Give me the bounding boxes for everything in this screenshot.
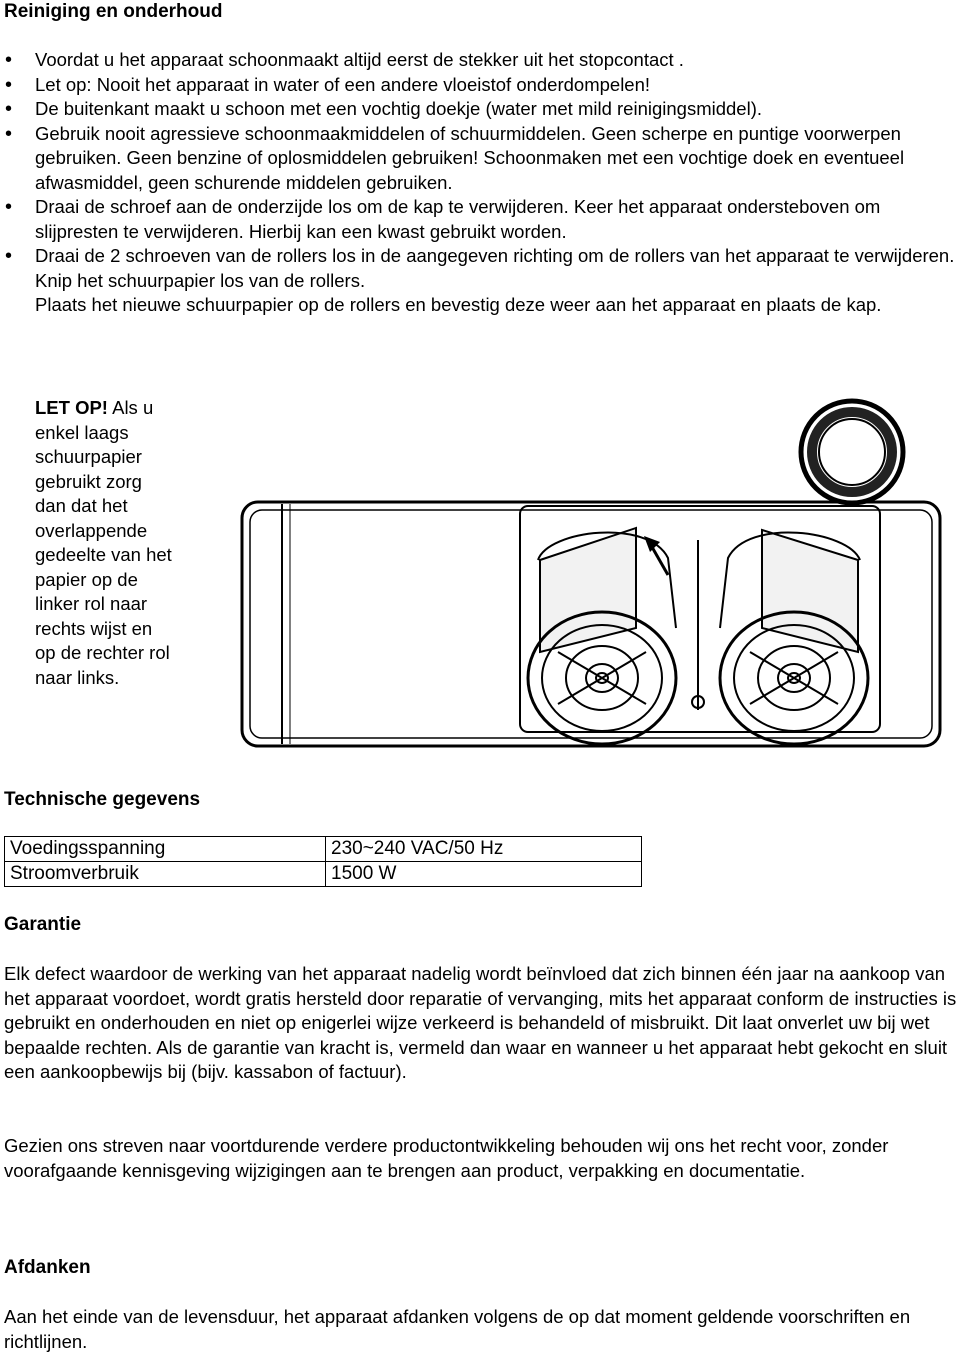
section-heading-tech: Technische gegevens [4, 789, 201, 810]
spec-value: 230~240 VAC/50 Hz [326, 837, 642, 862]
note-let-op [35, 396, 175, 690]
note-text: Als u enkel laags schuurpapier gebruikt zorg dan dat het overlappende gedeelte van het papier op de linker rol naar rechts wijst en op de rechter rol naar links. [35, 397, 172, 688]
warranty-paragraph-2: Gezien ons streven naar voortdurende verdere productontwikkeling behouden wij ons het recht voor, zonder voorafgaande kennisgeving wijzigingen aan te brengen aan product, verpakking en documentatie. [4, 1135, 889, 1181]
note-label: LET OP! [35, 397, 108, 418]
list-item: • Draai de schroef aan de onderzijde los om de kap te verwijderen. Keer het apparaat ondersteboven om slijpresten te verwijderen. Hierbij kan een kwast gebruikt worden. [0, 195, 955, 244]
section-heading-warranty: Garantie [4, 914, 82, 935]
cleaning-bullet-list [0, 48, 955, 318]
disposal-text: Aan het einde van de levensduur, het apparaat afdanken volgens de op dat moment geldende voorschriften en richtlijnen. [4, 1306, 911, 1352]
list-item: • Draai de 2 schroeven van de rollers los in de aangegeven richting om de rollers van het apparaat te verwijderen. Knip het schuurpapier los van de rollers. [0, 244, 955, 293]
list-item: • Voordat u het apparaat schoonmaakt altijd eerst de stekker uit het stopcontact . [0, 48, 955, 73]
section-heading-cleaning: Reiniging en onderhoud [4, 1, 223, 22]
warranty-paragraph: Elk defect waardoor de werking van het apparaat nadelig wordt beïnvloed dat zich binnen één jaar na aankoop van het apparaat voordoet, wordt gratis hersteld door reparatie of vervanging, mits het apparaat conform de instructies is gebruikt en onderhouden en niet op enigerlei wijze verkeerd is behandeld of misbruikt. Dit laat onverlet uw bij wet bepaalde rechten. Als de garantie van kracht is, vermeld dan waar en wanneer u het apparaat hebt gekocht en sluit een aankoopbewijs bij (bijv. kassabon of factuur). [4, 963, 957, 1082]
section-heading-disposal: Afdanken [4, 1257, 91, 1278]
sander-rollers-diagram-icon [228, 390, 956, 752]
spec-table [4, 836, 642, 887]
list-item: • De buitenkant maakt u schoon met een vochtig doekje (water met mild reinigingsmiddel). [0, 97, 955, 122]
list-item: • Gebruik nooit agressieve schoonmaakmiddelen of schuurmiddelen. Geen scherpe en puntige voorwerpen gebruiken. Geen benzine of oplosmiddelen gebruiken! Schoonmaken met een vochtige doek en eventueel afwasmiddel, geen schurende middelen gebruiken. [0, 122, 955, 196]
table-row [5, 837, 642, 862]
spec-value: 1500 W [326, 862, 642, 887]
spec-label: Voedingsspanning [5, 837, 326, 862]
list-continuation [0, 293, 955, 318]
extra-instruction: Plaats het nieuwe schuurpapier op de rollers en bevestig deze weer aan het apparaat en plaats de kap. [35, 294, 882, 315]
list-item: • Let op: Nooit het apparaat in water of een andere vloeistof onderdompelen! [0, 73, 955, 98]
spec-label: Stroomverbruik [5, 862, 326, 887]
table-row [5, 862, 642, 887]
